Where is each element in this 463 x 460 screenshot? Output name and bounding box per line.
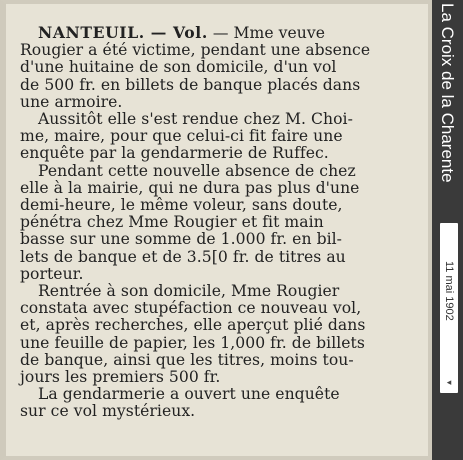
article-line: porteur. — [20, 264, 84, 283]
article-text — [20, 24, 426, 421]
article-line: lets de banque et de 3.5[0 fr. de titres au — [20, 247, 346, 266]
article-line: Pendant cette nouvelle absence de chez — [38, 161, 356, 180]
publication-title: La Croix de la Charente — [438, 3, 457, 183]
article-line: NANTEUIL. — Vol. — Mme veuve — [38, 23, 326, 42]
article-line: de 500 fr. en billets de banque placés dans — [20, 75, 361, 94]
article-line: Rougier a été victime, pendant une absence — [20, 41, 371, 60]
article-line: constata avec stupéfaction ce nouveau vol, — [20, 299, 362, 318]
article-line: La gendarmerie a ouvert une enquête — [38, 385, 340, 404]
article-line: elle à la mairie, qui ne dura pas plus d'une — [20, 178, 360, 197]
article-line: pénétra chez Mme Rougier et fit main — [20, 213, 324, 232]
article-heading: NANTEUIL. — Vol. — [38, 23, 208, 42]
article-line: basse sur une somme de 1.000 fr. en bil- — [20, 230, 342, 249]
article-line: jours les premiers 500 fr. — [20, 368, 221, 387]
article-line: enquête par la gendarmerie de Ruffec. — [20, 144, 329, 163]
article-line: sur ce vol mystérieux. — [20, 402, 196, 421]
article-line: une feuille de papier, les 1,000 fr. de billets — [20, 333, 365, 352]
article-line: et, après recherches, elle aperçut plié dans — [20, 316, 366, 335]
article-line: une armoire. — [20, 92, 123, 111]
article-line: me, maire, pour que celui-ci fit faire une — [20, 127, 343, 146]
article-line: Rentrée à son domicile, Mme Rougier — [38, 282, 340, 301]
article-line: de banque, ainsi que les titres, moins tou- — [20, 350, 354, 369]
article-line: demi-heure, le même voleur, sans doute, — [20, 196, 343, 215]
article-line: Aussitôt elle s'est rendue chez M. Choi- — [38, 110, 353, 129]
publication-date: 11 mai 1902 — [443, 261, 455, 321]
article-line: d'une huitaine de son domicile, d'un vol — [20, 58, 337, 77]
collapse-arrow-icon[interactable]: ◂ — [446, 378, 452, 388]
date-panel — [440, 223, 458, 393]
